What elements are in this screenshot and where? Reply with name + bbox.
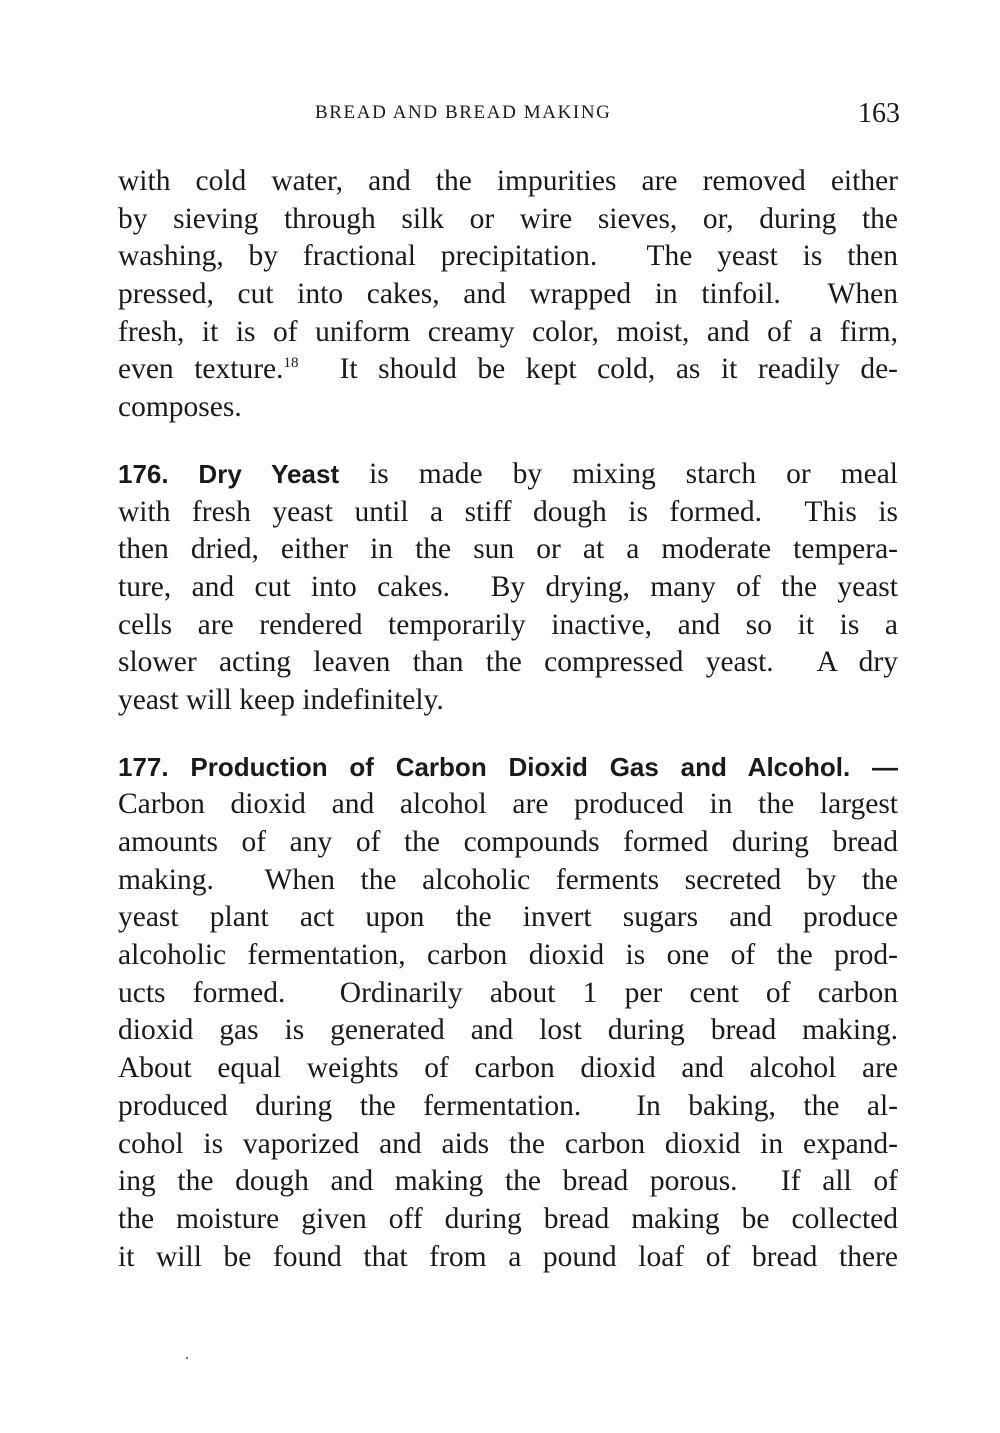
running-title: BREAD AND BREAD MAKING <box>315 102 612 123</box>
text-line <box>118 389 898 427</box>
text-line <box>118 163 898 201</box>
scan-speck <box>186 1357 188 1359</box>
footnote-reference: 18 <box>283 355 299 372</box>
text-run: ucts formed. Ordinarily about 1 per cent of carbon <box>118 976 898 1009</box>
text-run: Carbon dioxid and alcohol are produced in the largest <box>118 788 898 821</box>
page-number: 163 <box>858 98 900 129</box>
text-line <box>118 531 898 569</box>
text-run: the moisture given off during bread making be collected <box>118 1202 898 1235</box>
text-run: alcoholic fermentation, carbon dioxid is one of the prod- <box>118 939 898 972</box>
text-run: ing the dough and making the bread porous. If all of <box>118 1165 898 1198</box>
text-run: cohol is vaporized and aids the carbon dioxid in expand- <box>118 1127 898 1160</box>
text-run: ture, and cut into cakes. By drying, many of the yeast <box>118 570 898 603</box>
text-run: yeast plant act upon the invert sugars and produce <box>118 901 898 934</box>
section-heading: 177. Production of Carbon Dioxid Gas and Alcohol. — <box>118 751 898 782</box>
text-line <box>118 682 898 720</box>
text-line <box>118 276 898 314</box>
text-run: fresh, it is of uniform creamy color, moist, and of a firm, <box>118 315 898 348</box>
text-line <box>118 824 898 862</box>
text-line <box>118 238 898 276</box>
text-line <box>118 494 898 532</box>
page-body <box>118 163 898 1305</box>
text-line <box>118 569 898 607</box>
text-line <box>118 1050 898 1088</box>
text-line <box>118 749 898 787</box>
section-heading: 176. Dry Yeast <box>118 458 340 489</box>
text-line <box>118 201 898 239</box>
text-line <box>118 937 898 975</box>
text-line <box>118 786 898 824</box>
text-run: with fresh yeast until a stiff dough is formed. This is <box>118 495 898 528</box>
text-line <box>118 862 898 900</box>
text-line <box>118 456 898 494</box>
text-line <box>118 1163 898 1201</box>
text-line <box>118 1201 898 1239</box>
text-run: it will be found that from a pound loaf of bread there <box>118 1240 898 1273</box>
paragraph <box>118 163 898 427</box>
running-header <box>118 98 900 132</box>
text-run: then dried, either in the sun or at a moderate tempera- <box>118 533 898 566</box>
text-line <box>118 314 898 352</box>
text-run: slower acting leaven than the compressed yeast. A dry <box>118 646 898 679</box>
text-run: even texture. <box>118 353 284 386</box>
text-run: is made by mixing starch or meal <box>339 457 898 490</box>
text-line <box>118 1239 898 1277</box>
text-line <box>118 1088 898 1126</box>
text-line <box>118 1012 898 1050</box>
text-line <box>118 1126 898 1164</box>
paragraph <box>118 456 898 720</box>
text-run: yeast will keep indefinitely. <box>118 683 444 716</box>
text-run: amounts of any of the compounds formed during bread <box>118 826 898 858</box>
text-line <box>118 899 898 937</box>
text-run: It should be kept cold, as it readily de- <box>298 353 898 386</box>
text-run: cells are rendered temporarily inactive, and so it is a <box>118 608 898 641</box>
text-line <box>118 975 898 1013</box>
text-run: washing, by fractional precipitation. The yeast is then <box>118 240 898 273</box>
text-line <box>118 644 898 682</box>
text-run: composes. <box>118 391 242 424</box>
text-run: dioxid gas is generated and lost during bread making. <box>118 1014 898 1047</box>
text-line <box>118 607 898 645</box>
text-run: with cold water, and the impurities are removed either <box>118 165 898 197</box>
text-run: pressed, cut into cakes, and wrapped in tinfoil. When <box>118 278 898 311</box>
text-line <box>118 351 898 389</box>
text-run: About equal weights of carbon dioxid and alcohol are <box>118 1052 898 1085</box>
text-run: making. When the alcoholic ferments secreted by the <box>118 863 898 896</box>
paragraph <box>118 749 898 1277</box>
text-run: produced during the fermentation. In baking, the al- <box>118 1089 898 1122</box>
text-run: by sieving through silk or wire sieves, or, during the <box>118 202 898 235</box>
